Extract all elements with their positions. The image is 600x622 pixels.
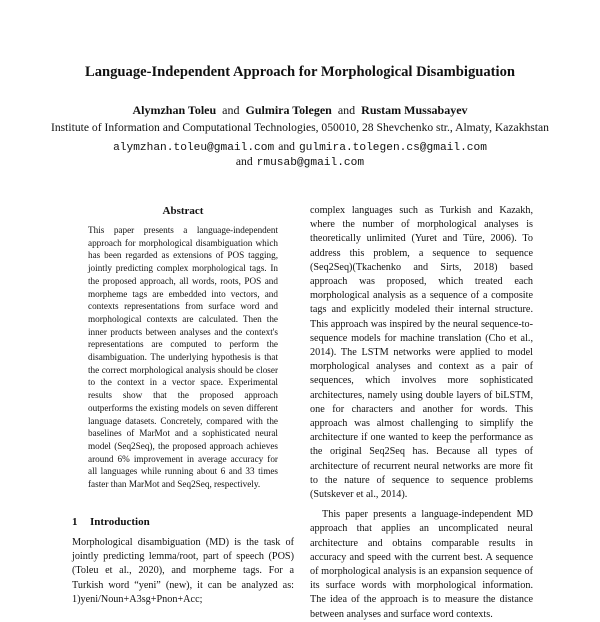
- author-separator: and: [222, 103, 240, 117]
- right-column: [310, 204, 533, 622]
- author-email: rmusab@gmail.com: [256, 157, 365, 169]
- email-separator: and: [278, 140, 295, 153]
- affiliation: Institute of Information and Computational Technologies, 050010, 28 Shevchenko str., Almaty, Kazakhstan: [51, 121, 549, 134]
- section-title: Introduction: [90, 516, 150, 528]
- author-name: Rustam Mussabayev: [361, 103, 468, 117]
- author-email: alymzhan.toleu@gmail.com: [113, 142, 275, 154]
- abstract-heading: Abstract: [162, 205, 204, 217]
- section-number: 1: [72, 516, 78, 528]
- introduction-text: Morphological disambiguation (MD) is the task of jointly predicting lemma/root, part of speech (POS)(Toleu et al., 2020), and morpheme tags. For a Turkish word “yeni” (new), it can be analyzed as: 1)yeni/Noun+A3sg+Pnon+Acc;: [72, 537, 294, 605]
- author-name: Gulmira Tolegen: [245, 103, 332, 117]
- section-heading-introduction: [72, 516, 292, 528]
- author-separator: and: [337, 103, 356, 117]
- author-email: gulmira.tolegen.cs@gmail.com: [298, 142, 487, 154]
- body-paragraph: complex languages such as Turkish and Kazakh, where the number of morphological analyses is theoretically unlimited (Yuret and Türe, 2006). To address this problem, a sequence to sequence (Seq2Seq)(Tkachenko and Sirts, 2018) based approach was proposed, which treated each morphological analysis as a sequence of a composite tags and explicitly modeled their internal structure. This approach was inspired by the neural sequence-to-sequence models for machine translation (Cho et al., 2014). The LSTM networks were applied to model morphological analyses and context as a pair of sequences, which involves more sophisticated architectures, namely using double layers of biLSTM, one for characters and another for words. This approach was almost challenging to simplify the architecture if one wanted to keep the performance as the original Seq2Seq has. Because all types of architecture of recurrent neural networks are more fit to the nature of sequence to sequence problems (Sutskever et al., 2014).: [310, 205, 533, 501]
- body-paragraph: This paper presents a language-independent MD approach that applies an uncomplicated neural architecture and obtains comparable results in accuracy and speed with the current best. A sequence of morphological analysis is an expansion sequence of its surface words with morphological information. The idea of the approach is to measure the distance between analyses and surface word contexts.: [310, 509, 533, 620]
- abstract-text: This paper presents a language-independent approach for morphological disambiguation which has been regarded as extensions of POS tagging, jointly predicting complex morphological tags. In the proposed approach, all words, roots, POS and morpheme tags are embedded into vectors, and contexts representations from surface word and morphological contexts are calculated. Then the inner products between analyses and the context's representations are computed to perform the disambiguation. The underlying hypothesis is that the correct morphological analysis should be closer to the context in a vector space. Experimental results show that the proposed approach outperforms the existing models on seven different language datasets. Concretely, compared with the baselines of MarMot and a sophisticated neural model (Seq2Seq), the proposed approach achieves around 6% improvement in average accuracy for all languages while running about 6 and 33 times faster than MarMot and Seq2Seq, respectively.: [88, 225, 278, 490]
- email-line: [0, 152, 600, 170]
- author-name: Alymzhan Toleu: [132, 103, 217, 117]
- author-list: [0, 103, 600, 118]
- email-separator: and: [235, 155, 253, 168]
- paper-title: Language-Independent Approach for Morphological Disambiguation: [84, 64, 516, 80]
